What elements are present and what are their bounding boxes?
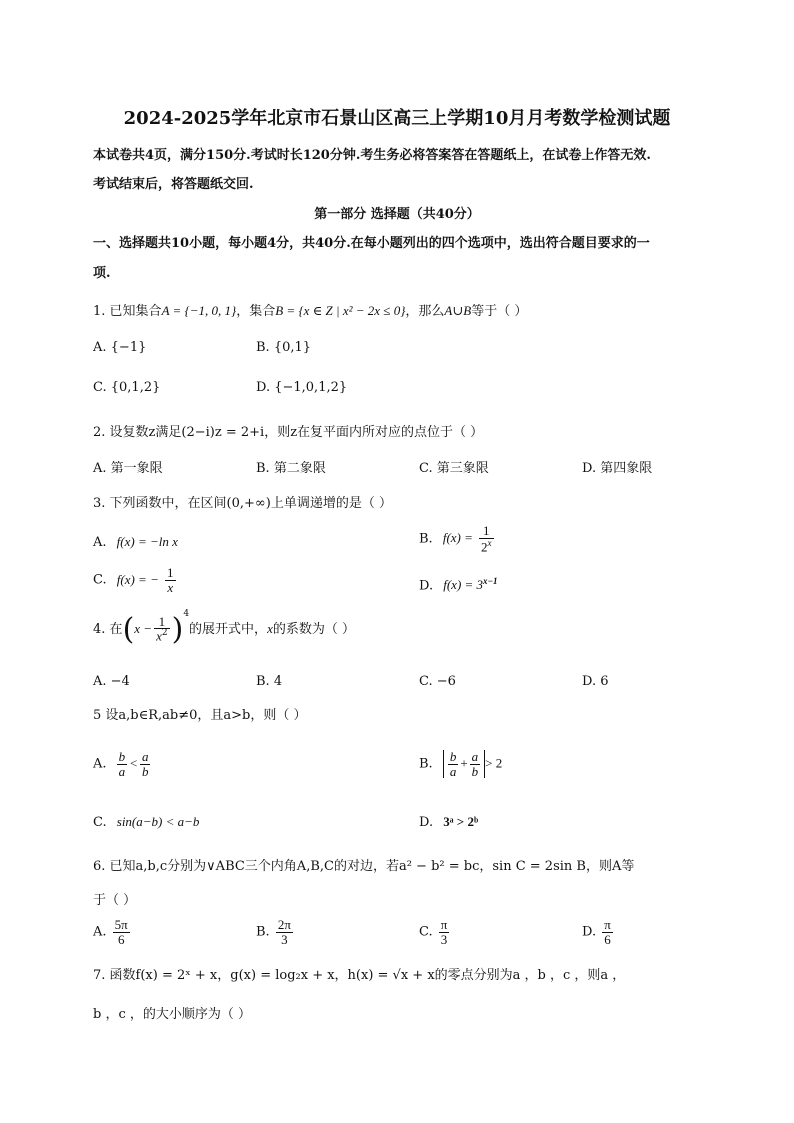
- question-text: ，那么: [405, 304, 445, 319]
- option-b: B. 第二象限: [256, 461, 326, 476]
- question-text: 设a,b∈R,ab≠0，且a>b，则（ ）: [105, 708, 307, 723]
- denominator-base: 2: [481, 538, 488, 554]
- question-2: [93, 421, 483, 440]
- option-label: D.: [582, 924, 597, 940]
- option-b: [419, 750, 502, 778]
- numerator: b: [449, 749, 457, 764]
- fraction: [479, 524, 494, 554]
- numerator: 1: [167, 565, 174, 580]
- question-6: [93, 855, 634, 874]
- exponent: 4: [183, 608, 190, 619]
- intro-line-2: 考试结束后，将答题纸交回.: [93, 177, 254, 192]
- exponent: 2: [161, 628, 168, 639]
- option-c: [419, 918, 451, 946]
- instructions-line-1: 一、选择题共10小题，每小题4分，共40分.在每小题列出的四个选项中，选出符合题目要求的一: [93, 236, 650, 251]
- denominator: x: [167, 579, 174, 595]
- question-number: 6.: [93, 859, 106, 874]
- option-c: [93, 814, 199, 830]
- question-3: [93, 492, 392, 511]
- question-4: [93, 608, 355, 647]
- option-label: B.: [419, 531, 433, 547]
- denominator: 6: [604, 931, 611, 947]
- math-variable: x: [267, 621, 273, 636]
- option-label: B.: [256, 924, 270, 940]
- option-c: C. 第三象限: [419, 461, 489, 476]
- math-expression: A = {−1, 0, 1}: [161, 303, 237, 318]
- option-a: A. −4: [93, 674, 130, 689]
- option-label: A.: [93, 756, 107, 772]
- option-label: C.: [93, 815, 107, 830]
- option-a: A. 第一象限: [93, 461, 163, 476]
- option-label: A.: [93, 924, 107, 940]
- question-text: 下列函数中，在区间(0,+∞)上单调递增的是（ ）: [109, 496, 392, 511]
- question-number: 7.: [93, 968, 106, 983]
- option-d: [582, 918, 615, 946]
- math-expression: f(x) = 3: [443, 577, 484, 593]
- fraction: [117, 750, 128, 778]
- operator: +: [460, 755, 468, 771]
- absolute-value: [443, 750, 485, 778]
- denominator: 3: [281, 931, 288, 947]
- right-paren: ): [171, 612, 184, 647]
- math-expression: B = {x ∈ Z | x² − 2x ≤ 0}: [275, 303, 406, 318]
- denominator: a: [118, 763, 126, 779]
- option-b: B. {0,1}: [256, 340, 312, 355]
- question-text: 的系数为（ ）: [272, 622, 355, 637]
- option-label: C.: [419, 924, 433, 940]
- option-d: D. 第四象限: [582, 461, 653, 476]
- question-text: 已知集合: [109, 304, 162, 319]
- option-c: C. −6: [419, 674, 456, 689]
- fraction: [439, 918, 450, 946]
- fraction: [448, 750, 459, 778]
- question-text: 已知a,b,c分别为∨ABC三个内角A,B,C的对边，若a² − b² = bc，sin C = 2sin B，则A等: [109, 859, 635, 874]
- denominator: a: [449, 763, 457, 779]
- numerator: 1: [154, 615, 170, 630]
- denominator-base: x: [156, 628, 162, 644]
- option-label: D.: [419, 578, 434, 594]
- left-paren: (: [122, 612, 135, 647]
- numerator: 1: [479, 524, 494, 539]
- instructions-line-2: 项.: [93, 266, 111, 281]
- math-expression: sin(a−b) < a−b: [116, 814, 200, 829]
- question-5: [93, 704, 307, 723]
- fraction: [154, 615, 170, 645]
- option-b: B. 4: [256, 674, 283, 689]
- question-text: 在: [109, 622, 123, 637]
- option-b: [419, 524, 496, 554]
- option-label: A.: [93, 535, 107, 550]
- option-c: [93, 566, 178, 594]
- exponent: x: [487, 537, 492, 548]
- option-d: [419, 576, 498, 593]
- fraction: [165, 566, 176, 594]
- numerator: a: [141, 749, 149, 764]
- question-text: ，集合: [236, 304, 276, 319]
- fraction: [602, 918, 613, 946]
- intro-line-1: 本试卷共4页，满分150分.考试时长120分钟.考生务必将答案答在答题纸上，在试卷上作答无效.: [93, 148, 651, 163]
- denominator: b: [471, 763, 479, 779]
- math-expression: f(x) = −ln x: [116, 534, 178, 549]
- numerator: b: [118, 749, 126, 764]
- option-label: C.: [93, 572, 107, 588]
- fraction: [276, 918, 293, 946]
- fraction: [470, 750, 481, 778]
- option-a: A. {−1}: [93, 340, 147, 355]
- question-7-line-2: b ，c ，的大小顺序为（ ）: [93, 1007, 251, 1022]
- option-a: [93, 534, 178, 550]
- denominator: [154, 629, 170, 644]
- math-expression: 3ᵃ > 2ᵇ: [443, 814, 479, 829]
- fraction: [140, 750, 151, 778]
- question-text: 等于（ ）: [471, 304, 528, 319]
- question-6-line-2: 于（ ）: [93, 893, 137, 908]
- question-number: 2.: [93, 425, 106, 440]
- option-b: [256, 918, 295, 946]
- option-label: B.: [419, 756, 433, 772]
- denominator: 6: [117, 931, 125, 947]
- numerator: a: [471, 749, 479, 764]
- section-title: 第一部分 选择题（共40分）: [314, 207, 480, 222]
- option-a: [93, 750, 152, 778]
- option-d: [419, 814, 478, 830]
- option-d: D. 6: [582, 674, 609, 689]
- math-expression: f(x) =: [442, 530, 473, 546]
- question-text: 设复数z满足(2−i)z = 2+i，则z在复平面内所对应的点位于（ ）: [109, 425, 484, 440]
- numerator: 2π: [277, 917, 291, 932]
- option-c: C. {0,1,2}: [93, 380, 161, 395]
- page-title: 2024-2025学年北京市石景山区高三上学期10月月考数学检测试题: [123, 108, 671, 129]
- question-number: 4.: [93, 622, 106, 637]
- math-expression: x −: [134, 621, 153, 636]
- math-expression: A∪B: [444, 303, 472, 318]
- numerator: π: [604, 917, 611, 932]
- question-number: 3.: [93, 496, 106, 511]
- fraction: [113, 918, 130, 946]
- question-number: 5: [93, 708, 102, 723]
- denominator: b: [141, 763, 149, 779]
- option-d: D. {−1,0,1,2}: [256, 380, 348, 395]
- math-expression: > 2: [485, 755, 503, 771]
- exponent: x−1: [483, 576, 498, 586]
- numerator: 5π: [114, 917, 128, 932]
- operator: <: [129, 755, 138, 771]
- question-number: 1.: [93, 304, 106, 319]
- math-expression: f(x) = −: [116, 571, 159, 587]
- denominator: 3: [440, 931, 448, 947]
- denominator: [479, 539, 494, 554]
- question-text: 函数f(x) = 2ˣ + x，g(x) = log₂x + x，h(x) = √x + x的零点分别为a ，b ，c ，则a ，: [109, 968, 626, 983]
- question-text: 的展开式中，: [189, 622, 268, 637]
- numerator: π: [440, 917, 448, 932]
- option-a: [93, 918, 132, 946]
- option-label: D.: [419, 815, 434, 830]
- question-7: [93, 964, 625, 983]
- question-1: [93, 300, 527, 319]
